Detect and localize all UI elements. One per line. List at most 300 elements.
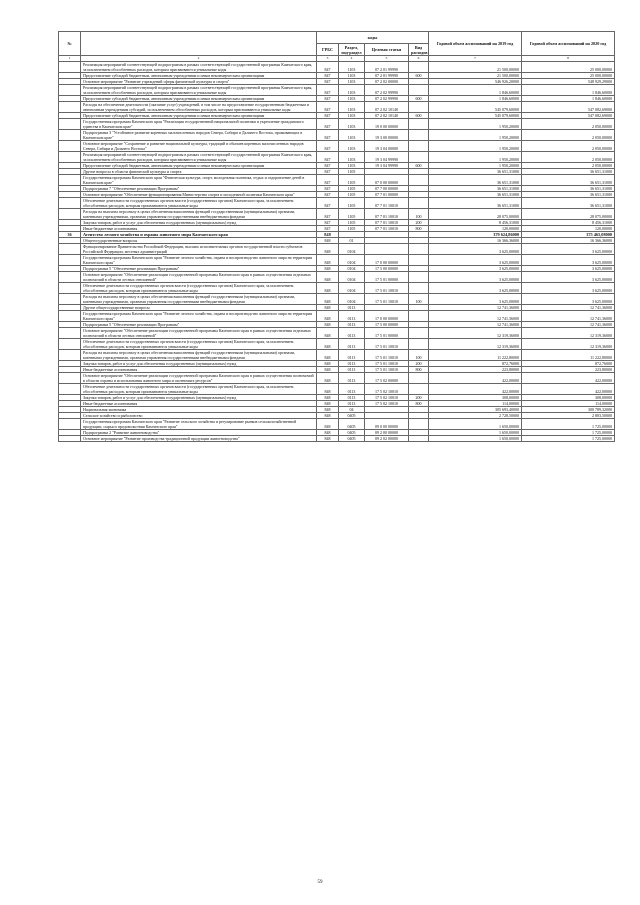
row-grbs: 848 [317,419,339,430]
row-name: Реализация мероприятий соответствующей подпрограммы в рамках соответствующей государственной программы Камчатского края, за исключением обособленных расходов, которым присваиваются уникальные коды [81,152,317,163]
row-target-article: 17 5 01 10010 [365,361,409,367]
row-razdel: 1105 [339,192,365,198]
row-razdel: 1105 [339,198,365,209]
row-number [59,384,81,395]
row-grbs: 848 [317,283,339,294]
row-target-article: 17 5 02 10010 [365,395,409,401]
row-amount-2020: 422,00000 [522,373,615,384]
row-grbs: 847 [317,102,339,113]
row-amount-2020: 25 000,00000 [522,62,615,73]
row-amount-2020: 36 651,31000 [522,169,615,175]
table-row [59,283,615,294]
header-razdel: Раздел, под-раздел [339,44,365,56]
row-name: Другие вопросы в области физической культуры и спорта [81,169,317,175]
row-amount-2019: 3 625,00000 [429,272,522,283]
row-razdel: 0113 [339,373,365,384]
row-razdel: 1103 [339,62,365,73]
row-razdel: 1103 [339,141,365,152]
row-amount-2019: 12 741,36000 [429,311,522,322]
row-target-article: 17 5 02 10010 [365,384,409,395]
row-grbs: 847 [317,198,339,209]
row-razdel: 04 [339,407,365,413]
row-amount-2020: 12 741,36000 [522,311,615,322]
table-row [59,85,615,96]
row-amount-2020: 25 000,00000 [522,73,615,79]
row-razdel: 1105 [339,175,365,186]
row-target-article: 19 3 04 99990 [365,163,409,169]
row-target-article: 17 5 01 10010 [365,350,409,361]
row-name: Иные бюджетные ассигнования [81,401,317,407]
row-expense-type: 100 [409,209,429,220]
row-grbs: 847 [317,141,339,152]
table-row [59,373,615,384]
row-number [59,339,81,350]
row-expense-type [409,272,429,283]
row-target-article: 19 3 00 00000 [365,130,409,141]
row-expense-type [409,152,429,163]
row-amount-2019: 36 651,31000 [429,192,522,198]
row-expense-type: 600 [409,73,429,79]
col-number: 7 [429,56,522,62]
row-amount-2020: 8 456,31000 [522,220,615,226]
row-name: Реализация мероприятий соответствующей подпрограммы в рамках соответствующей государственной программы Камчатского края, за исключением обособленных расходов, которым присваиваются уникальные коды [81,62,317,73]
row-razdel: 0405 [339,419,365,430]
row-razdel: 1103 [339,113,365,119]
row-razdel: 0104 [339,294,365,305]
row-name: Основное мероприятие "Обеспечение реализации государственной программы Камчатского края в рамках осуществления полномочий в области охраны и использования животного мира и охотничьих ресурсов" [81,373,317,384]
row-target-article: 17 5 02 00000 [365,373,409,384]
table-row [59,198,615,209]
row-amount-2019: 1 650,00000 [429,436,522,442]
row-razdel: 0113 [339,322,365,328]
row-amount-2019: 422,00000 [429,373,522,384]
row-name: Основное мероприятие "Сохранение и развитие национальной культуры, традиций и обычаев коренных малочисленных народов Севера, Сибири и Дальнего Востока" [81,141,317,152]
row-number [59,350,81,361]
row-name: Государственная программа Камчатского края "Физическая культура, спорт, молодежная политика, отдых и оздоровление детей в Камчатском крае" [81,175,317,186]
col-number: 3 [317,56,339,62]
row-razdel: 0104 [339,244,365,255]
col-number: 1 [59,56,81,62]
row-amount-2019: 1 650,00000 [429,419,522,430]
row-grbs: 848 [317,311,339,322]
row-name: Подпрограмма 5 "Обеспечение реализации Программы" [81,266,317,272]
table-row [59,255,615,266]
row-name: Государственная программа Камчатского края "Развитие сельского хозяйства и регулирование рынков сельскохозяйственной продукции, сырья и продовольствия Камчатского края" [81,419,317,430]
row-name: Государственная программа Камчатского края "Развитие лесного хозяйства, охрана и воспроизводство животного мира на территории Камчатского края" [81,311,317,322]
row-target-article: 07 7 00 00000 [365,186,409,192]
row-number: 36 [59,232,81,238]
row-amount-2019: 1 950,20000 [429,130,522,141]
row-amount-2020: 375 465,08000 [522,232,615,238]
row-amount-2019: 1 950,20000 [429,163,522,169]
row-target-article: 07 2 02 99990 [365,85,409,96]
row-amount-2020: 2 803,50000 [522,413,615,419]
row-amount-2019: 36 651,31000 [429,186,522,192]
row-number [59,130,81,141]
row-number [59,198,81,209]
row-grbs: 847 [317,152,339,163]
row-amount-2020: 120,00000 [522,226,615,232]
row-razdel: 1105 [339,186,365,192]
row-amount-2019: 422,00000 [429,384,522,395]
row-expense-type [409,311,429,322]
row-amount-2020: 36 651,31000 [522,198,615,209]
row-target-article: 17 0 00 00000 [365,311,409,322]
row-expense-type [409,102,429,113]
row-expense-type: 200 [409,220,429,226]
row-target-article: 19 3 04 99990 [365,152,409,163]
row-amount-2019: 3 625,00000 [429,244,522,255]
row-amount-2020: 2 050,00000 [522,163,615,169]
row-amount-2019: 36 651,31000 [429,169,522,175]
table-row [59,339,615,350]
row-amount-2019: 16 366,36000 [429,238,522,244]
row-number [59,294,81,305]
row-amount-2020: 3 625,00000 [522,272,615,283]
row-razdel: 1103 [339,152,365,163]
row-razdel: 0113 [339,305,365,311]
row-razdel: 0104 [339,272,365,283]
row-razdel: 0113 [339,367,365,373]
page-number: 59 [317,880,323,885]
row-expense-type [409,244,429,255]
row-amount-2020: 12 319,36000 [522,328,615,339]
row-grbs: 848 [317,272,339,283]
row-grbs: 847 [317,226,339,232]
row-number [59,244,81,255]
row-razdel: 1105 [339,226,365,232]
row-target-article: 17 0 00 00000 [365,255,409,266]
row-name: Подпрограмма 3 "Устойчивое развитие коренных малочисленных народов Севера, Сибири и Дальнего Востока, проживающих в Камчатском крае" [81,130,317,141]
row-number [59,272,81,283]
row-expense-type [409,119,429,130]
table-row [59,141,615,152]
row-name: Обеспечение деятельности государственных органов власти (государственных органов) Камчатского края, за исключением обособленных расходов, которым присваиваются уникальные коды [81,339,317,350]
row-razdel: 1103 [339,130,365,141]
row-name: Расходы на выплаты персоналу в целях обеспечения выполнения функций государственными (муниципальными) органами, казенными учреждениями, органами управления государственными внебюджетными фондами [81,209,317,220]
row-amount-2020: 36 651,31000 [522,175,615,186]
row-razdel: 0113 [339,328,365,339]
row-name: Обеспечение деятельности государственных органов власти (государственных органов) Камчатского края, за исключением обособленных расходов, которым присваиваются уникальные коды [81,384,317,395]
row-razdel: 1103 [339,102,365,113]
row-grbs: 847 [317,169,339,175]
row-expense-type [409,419,429,430]
row-target-article: 07 2 02 99990 [365,96,409,102]
row-name: Обеспечение деятельности государственных органов власти (государственных органов) Камчатского края, за исключением обособленных расходов, которым присваиваются уникальные коды [81,198,317,209]
row-amount-2020: 3 625,00000 [522,266,615,272]
row-grbs: 847 [317,209,339,220]
row-name: Расходы на выплаты персоналу в целях обеспечения выполнения функций государственными (муниципальными) органами, казенными учреждениями, органами управления государственными внебюджетными фондами [81,350,317,361]
row-amount-2019: 21 500,00000 [429,62,522,73]
row-number [59,311,81,322]
row-amount-2020: 2 050,00000 [522,119,615,130]
table-row [59,130,615,141]
row-target-article: 07 2 01 99990 [365,62,409,73]
row-amount-2020: 2 050,00000 [522,152,615,163]
row-number [59,175,81,186]
row-amount-2020: 3 625,00000 [522,294,615,305]
row-number [59,62,81,73]
table-row [59,152,615,163]
row-amount-2020: 300 789,32000 [522,407,615,413]
row-grbs: 848 [317,294,339,305]
row-amount-2020: 12 741,36000 [522,322,615,328]
row-number [59,152,81,163]
row-grbs: 848 [317,367,339,373]
row-amount-2019: 11 222,80000 [429,350,522,361]
row-amount-2019: 36 651,31000 [429,175,522,186]
row-amount-2019: 872,76000 [429,361,522,367]
row-target-article: 17 5 00 00000 [365,322,409,328]
row-target-article: 07 0 00 00000 [365,175,409,186]
row-amount-2020: 2 050,00000 [522,141,615,152]
row-razdel: 1103 [339,96,365,102]
row-number [59,102,81,113]
row-razdel: 1105 [339,220,365,226]
row-amount-2019: 1 846,60000 [429,96,522,102]
row-name: Сельское хозяйство и рыболовство [81,413,317,419]
row-razdel: 1103 [339,163,365,169]
row-amount-2019: 8 456,31000 [429,220,522,226]
row-grbs: 848 [317,373,339,384]
row-amount-2019: 12 319,36000 [429,339,522,350]
row-expense-type [409,255,429,266]
row-number [59,283,81,294]
row-expense-type: 600 [409,113,429,119]
row-grbs: 847 [317,85,339,96]
row-amount-2020: 12 741,36000 [522,305,615,311]
row-amount-2019: 1 950,20000 [429,119,522,130]
row-amount-2020: 1 846,60000 [522,85,615,96]
row-name: Предоставление субсидий бюджетным, автономным учреждениям и иным некоммерческим организациям [81,73,317,79]
row-grbs: 848 [317,413,339,419]
row-amount-2020: 36 651,31000 [522,186,615,192]
row-amount-2020: 308,00000 [522,395,615,401]
row-amount-2020: 548 929,29000 [522,79,615,85]
row-name: Обеспечение деятельности государственных органов власти (государственных органов) Камчатского края, за исключением обособленных расходов, которым присваиваются уникальные коды [81,283,317,294]
row-razdel: 0113 [339,401,365,407]
row-grbs: 848 [317,328,339,339]
row-target-article: 07 2 02 10140 [365,113,409,119]
header-num: № [59,32,81,56]
row-expense-type [409,141,429,152]
row-number [59,373,81,384]
row-name: Государственная программа Камчатского края "Развитие лесного хозяйства, охрана и воспроизводство животного мира на территории Камчатского края" [81,255,317,266]
row-target-article: 07 7 01 10010 [365,220,409,226]
table-row [59,119,615,130]
row-name: Другие общегосударственные вопросы [81,305,317,311]
row-grbs: 848 [317,350,339,361]
row-grbs: 847 [317,130,339,141]
row-amount-2019: 545 079,60000 [429,113,522,119]
row-amount-2019: 120,00000 [429,226,522,232]
row-amount-2019: 12 741,36000 [429,322,522,328]
row-grbs: 847 [317,220,339,226]
row-expense-type: 800 [409,367,429,373]
header-name [81,32,317,56]
row-target-article: 07 7 01 00000 [365,192,409,198]
row-name: Общегосударственные вопросы [81,238,317,244]
row-name: Предоставление субсидий бюджетным, автономным учреждениям и иным некоммерческим организациям [81,113,317,119]
row-target-article: 17 5 01 00000 [365,272,409,283]
row-expense-type [409,175,429,186]
header-2019: Годовой объем ассигнований на 2019 год [429,32,522,56]
row-expense-type: 800 [409,401,429,407]
row-grbs: 848 [317,266,339,272]
row-expense-type [409,130,429,141]
row-expense-type [409,85,429,96]
row-expense-type [409,62,429,73]
row-name: Основное мероприятие "Развитие производства традиционной продукции животноводства" [81,436,317,442]
row-grbs: 848 [317,305,339,311]
row-grbs: 847 [317,163,339,169]
row-number [59,85,81,96]
table-row [59,244,615,255]
row-grbs: 847 [317,96,339,102]
row-razdel: 0405 [339,413,365,419]
row-name: Подпрограмма 5 "Обеспечение реализации Программы" [81,322,317,328]
table-row [59,102,615,113]
row-name: Расходы на выплаты персоналу в целях обеспечения выполнения функций государственными (муниципальными) органами, казенными учреждениями, органами управления государственными внебюджетными фондами [81,294,317,305]
row-number [59,419,81,430]
row-expense-type: 100 [409,350,429,361]
row-expense-type: 600 [409,163,429,169]
row-target-article: 09 2 00 00000 [365,430,409,436]
col-number: 4 [339,56,365,62]
row-expense-type [409,198,429,209]
row-amount-2019: 1 950,20000 [429,141,522,152]
row-expense-type [409,436,429,442]
row-name: Государственная программа Камчатского края "Реализация государственной национальной политики и укрепление гражданского единства в Камчатском крае" [81,119,317,130]
table-row [59,294,615,305]
row-target-article: 07 2 02 10140 [365,102,409,113]
row-grbs: 848 [317,232,339,238]
row-razdel: 0113 [339,339,365,350]
row-amount-2020: 872,76000 [522,361,615,367]
row-amount-2019: 308,00000 [429,395,522,401]
row-name: Основное мероприятие "Обеспечение реализации государственной программы Камчатского края в рамках осуществления отдельных полномочий в области лесных отношений" [81,328,317,339]
row-grbs: 847 [317,119,339,130]
row-amount-2019: 21 500,00000 [429,73,522,79]
row-grbs: 848 [317,407,339,413]
row-grbs: 847 [317,73,339,79]
table-row [59,175,615,186]
row-grbs: 848 [317,361,339,367]
row-target-article: 07 2 02 00000 [365,79,409,85]
row-expense-type: 100 [409,294,429,305]
header-csr: Целевая статья [365,44,409,56]
row-target-article: 17 5 02 10010 [365,401,409,407]
row-target-article: 07 7 01 10010 [365,209,409,220]
row-name: Агентство лесного хозяйства и охраны животного мира Камчатского края [81,232,317,238]
row-name: Национальная экономика [81,407,317,413]
row-name: Закупка товаров, работ и услуг для обеспечения государственных (муниципальных) нужд [81,395,317,401]
row-amount-2020: 3 625,00000 [522,244,615,255]
row-target-article: 17 5 01 10010 [365,367,409,373]
row-number [59,328,81,339]
col-number: 2 [81,56,317,62]
table-row [59,436,615,442]
row-amount-2019: 3 625,00000 [429,266,522,272]
row-razdel: 0104 [339,266,365,272]
row-grbs: 847 [317,175,339,186]
row-expense-type [409,373,429,384]
row-expense-type: 200 [409,361,429,367]
row-razdel: 1103 [339,85,365,96]
col-number: 5 [365,56,409,62]
row-razdel: 1103 [339,119,365,130]
row-grbs: 848 [317,339,339,350]
row-razdel: 1105 [339,209,365,220]
row-amount-2019: 3 625,00000 [429,283,522,294]
row-amount-2019: 1 846,60000 [429,85,522,96]
row-razdel: 0405 [339,436,365,442]
row-amount-2020: 2 050,00000 [522,130,615,141]
row-grbs: 848 [317,395,339,401]
row-number [59,119,81,130]
header-grbs: ГРБС [317,44,339,56]
row-amount-2019: 114,00000 [429,401,522,407]
row-target-article: 07 2 01 99990 [365,73,409,79]
row-amount-2020: 223,80000 [522,367,615,373]
row-expense-type [409,328,429,339]
row-razdel: 1103 [339,73,365,79]
row-amount-2020: 11 222,80000 [522,350,615,361]
row-amount-2019: 12 319,36000 [429,328,522,339]
budget-table [58,31,615,442]
row-razdel: 01 [339,238,365,244]
row-razdel: 0104 [339,255,365,266]
table-row [59,62,615,73]
row-amount-2019: 28 075,00000 [429,209,522,220]
row-target-article: 09 2 02 00000 [365,436,409,442]
col-number: 8 [522,56,615,62]
row-amount-2020: 3 625,00000 [522,255,615,266]
row-amount-2019: 3 625,00000 [429,255,522,266]
row-amount-2020: 1 725,00000 [522,436,615,442]
row-amount-2020: 1 725,00000 [522,430,615,436]
row-expense-type: 600 [409,96,429,102]
row-grbs: 848 [317,255,339,266]
row-grbs: 848 [317,436,339,442]
row-razdel: 0113 [339,384,365,395]
table-row [59,419,615,430]
row-name: Иные бюджетные ассигнования [81,226,317,232]
row-name: Основное мероприятие "Обеспечение функционирования Министерства спорта и молодежной политики Камчатского края" [81,192,317,198]
row-grbs: 848 [317,401,339,407]
row-amount-2019: 3 625,00000 [429,294,522,305]
row-name: Основное мероприятие "Обеспечение реализации государственной программы Камчатского края в рамках осуществления отдельных полномочий в области лесных отношений" [81,272,317,283]
row-grbs: 848 [317,244,339,255]
table-row [59,384,615,395]
row-grbs: 848 [317,238,339,244]
row-razdel: 0113 [339,395,365,401]
row-amount-2019: 379 624,86000 [429,232,522,238]
row-razdel: 0113 [339,350,365,361]
row-grbs: 847 [317,62,339,73]
row-number [59,436,81,442]
row-expense-type [409,339,429,350]
row-name: Подпрограмма 2 "Развитие животноводства" [81,430,317,436]
row-grbs: 848 [317,430,339,436]
row-expense-type [409,283,429,294]
row-number [59,255,81,266]
row-amount-2019: 305 693,40000 [429,407,522,413]
col-number: 6 [409,56,429,62]
row-name: Функционирование Правительства Российской Федерации, высших исполнительных органов государственной власти субъектов Российской Федерации, местных администраций [81,244,317,255]
row-number [59,209,81,220]
row-name: Реализация мероприятий соответствующей подпрограммы в рамках соответствующей государственной программы Камчатского края, за исключением обособленных расходов, которым присваиваются уникальные коды [81,85,317,96]
